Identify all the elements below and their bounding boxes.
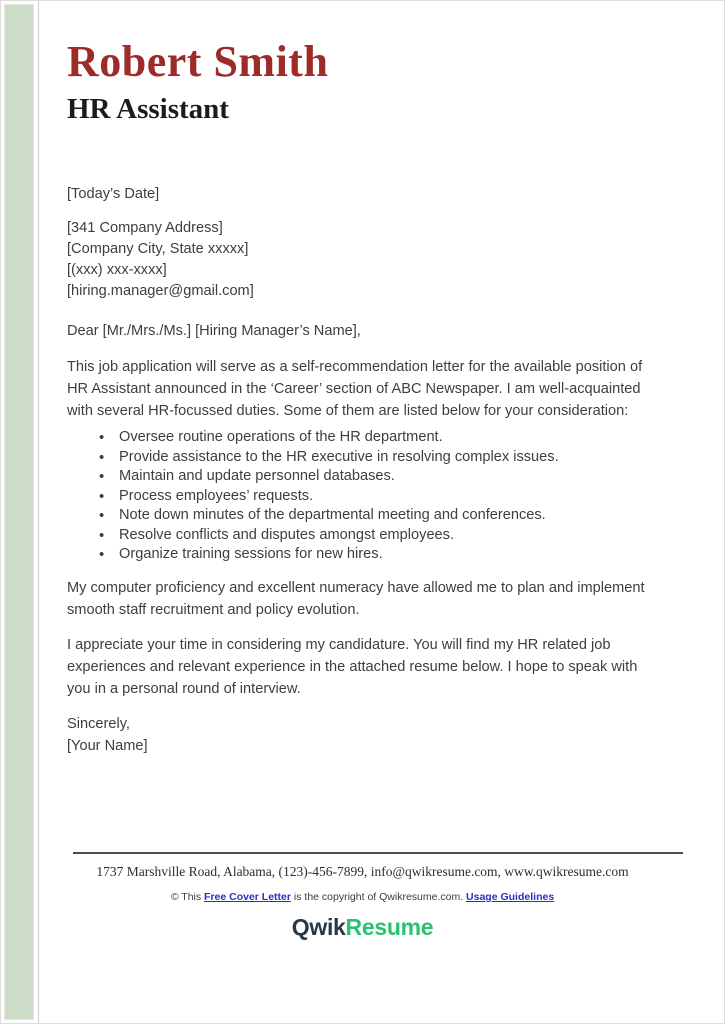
- recipient-address-block: [67, 218, 663, 302]
- intro-paragraph: This job application will serve as a self-recommendation letter for the available position of HR Assistant announced in the ‘Career’ section of ABC Newspaper. I am well-acquainted with several HR-focussed duties. Some of them are listed below for your consideration:: [67, 359, 643, 419]
- letter-body: [67, 37, 663, 757]
- list-item: • Resolve conflicts and disputes amongst employees.: [67, 526, 663, 546]
- list-item: • Process employees’ requests.: [67, 487, 663, 507]
- logo-text-qwik: Qwik: [291, 914, 346, 940]
- author-job-title: HR Assistant: [67, 93, 229, 125]
- greeting-line: Dear [Mr./Mrs./Ms.] [Hiring Manager’s Name],: [67, 323, 361, 339]
- date-placeholder: [Today’s Date]: [67, 186, 160, 202]
- footer-divider: [73, 852, 683, 854]
- author-name: Robert Smith: [67, 37, 329, 86]
- list-item: • Note down minutes of the departmental meeting and conferences.: [67, 506, 663, 526]
- address-line: [hiring.manager@gmail.com]: [67, 283, 254, 299]
- list-item: • Provide assistance to the HR executive in resolving complex issues.: [67, 448, 663, 468]
- duties-list: [67, 428, 663, 565]
- list-item: • Oversee routine operations of the HR department.: [67, 428, 663, 448]
- salutation: Sincerely,: [67, 715, 130, 732]
- footer-contact-line: 1737 Marshville Road, Alabama, (123)-456-7899, info@qwikresume.com, www.qwikresume.com: [96, 864, 629, 879]
- closing-paragraph: I appreciate your time in considering my candidature. You will find my HR related job experiences and relevant experience in the attached resume below. I hope to speak with you in a personal round of interview.: [67, 636, 638, 697]
- footer-copyright-line: [1, 890, 724, 904]
- address-line: [341 Company Address]: [67, 220, 223, 236]
- qwikresume-logo: [1, 912, 724, 942]
- signature-block: [67, 713, 663, 757]
- address-line: [(xxx) xxx-xxxx]: [67, 262, 167, 278]
- skills-paragraph: My computer proficiency and excellent numeracy have allowed me to plan and implement smooth staff recruitment and policy evolution.: [67, 579, 645, 618]
- copyright-text: is the copyright of Qwikresume.com.: [290, 891, 467, 903]
- list-item: • Organize training sessions for new hires.: [67, 545, 663, 565]
- list-item: • Maintain and update personnel databases.: [67, 467, 663, 487]
- address-line: [Company City, State xxxxx]: [67, 241, 249, 257]
- usage-guidelines-link[interactable]: Usage Guidelines: [466, 891, 555, 903]
- letter-header: [67, 37, 663, 126]
- logo-text-resume: Resume: [345, 914, 434, 940]
- signature-placeholder: [Your Name]: [67, 737, 148, 754]
- free-cover-letter-link[interactable]: Free Cover Letter: [204, 891, 291, 903]
- copyright-text: © This: [170, 891, 205, 903]
